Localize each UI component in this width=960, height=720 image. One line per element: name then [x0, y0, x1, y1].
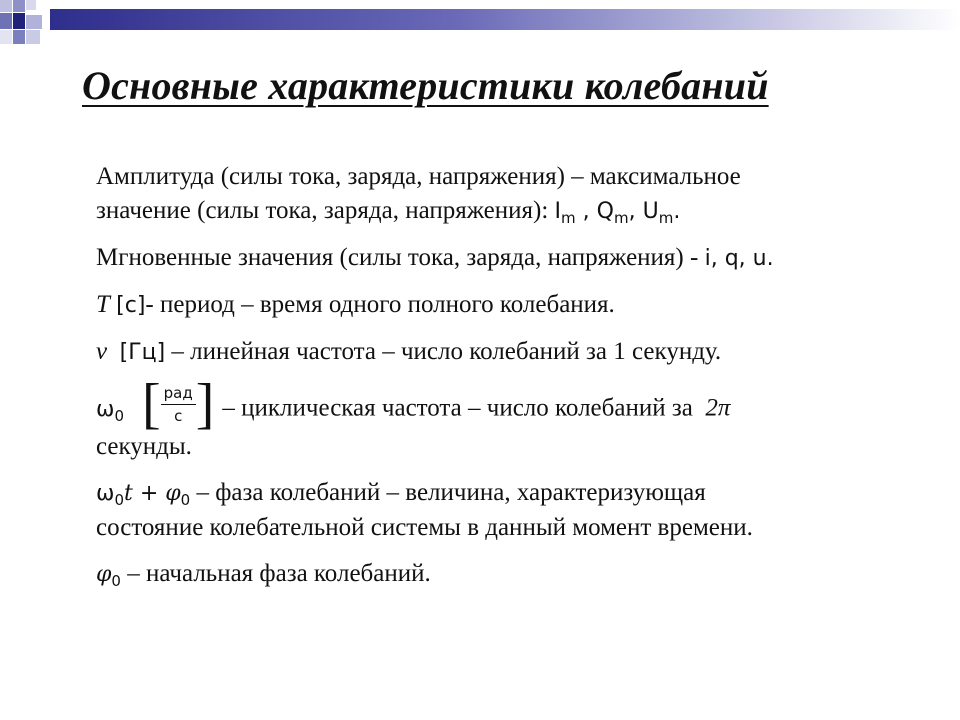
period-unit: [c]	[116, 293, 146, 318]
period-line	[96, 288, 916, 323]
phase-text: – фаза колебаний – величина, характеризующая	[190, 479, 706, 506]
initial-phase-line	[96, 557, 916, 592]
frequency-line	[96, 335, 916, 370]
frequency-symbol: ν	[96, 338, 108, 365]
slide-body	[96, 160, 916, 592]
instant-values-line: Мгновенные значения (силы тока, заряда, напряжения) - i, q, u.	[96, 244, 774, 271]
frequency-unit: [Гц]	[119, 340, 166, 365]
initial-phase-text: – начальная фаза колебаний.	[120, 560, 431, 587]
phase-formula: $\omega_0t + \varphi_0$	[96, 481, 191, 509]
corner-decoration	[0, 0, 960, 60]
cyclic-line-2: секунды.	[96, 433, 192, 460]
period-text: - период – время одного полного колебания.	[145, 291, 615, 318]
amplitude-current-symbol: $I_m$ , $Q_m$, $U_m$.	[554, 199, 681, 227]
cyclic-symbol: $\omega_0$	[96, 396, 124, 425]
phase-line-1	[96, 476, 916, 511]
period-symbol: T	[96, 291, 110, 318]
phase-line-2: состояние колебательной системы в данный момент времени.	[96, 514, 753, 541]
cyclic-text: – циклическая частота – число колебаний за	[222, 394, 700, 422]
amplitude-text: значение (силы тока, заряда, напряжения):	[96, 197, 555, 224]
slide-title: Основные характеристики колебаний	[82, 63, 769, 108]
cyclic-unit: [ $\frac{\text{рад}}{с}$ ]	[141, 373, 215, 435]
two-pi: 2π	[705, 394, 731, 422]
frequency-text: – линейная частота – число колебаний за 1 секунду.	[165, 338, 722, 365]
instant-symbols: i, q, u.	[704, 246, 774, 271]
amplitude-line-2	[96, 194, 916, 229]
amplitude-line-1: Амплитуда (силы тока, заряда, напряжения) – максимальное	[96, 163, 741, 190]
initial-phase-symbol: $\varphi_0$	[96, 562, 121, 590]
cyclic-frequency-line	[96, 373, 916, 435]
